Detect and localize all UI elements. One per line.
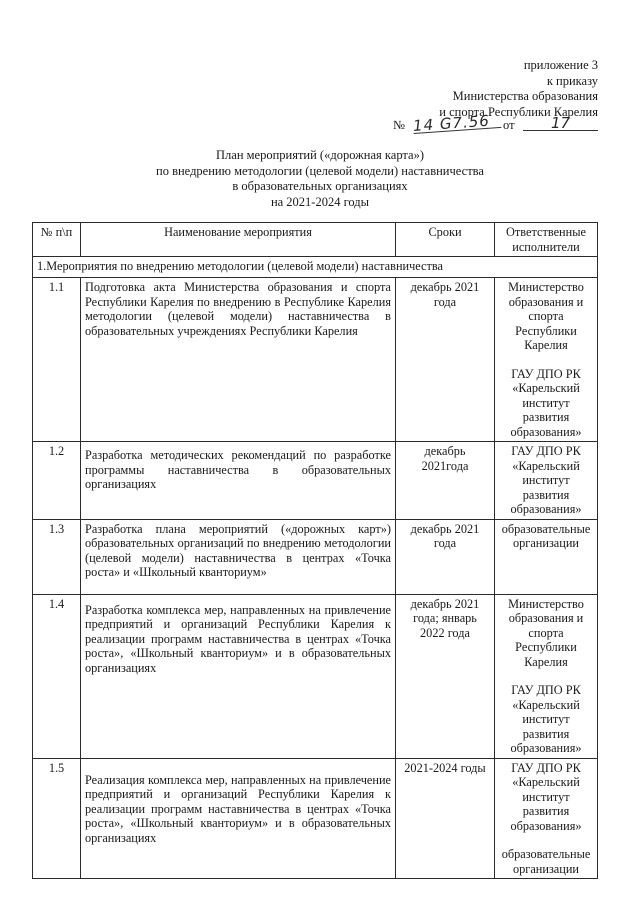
title-line: в образовательных организациях bbox=[232, 179, 408, 193]
row-responsible bbox=[495, 594, 598, 758]
header-name: Наименование мероприятия bbox=[81, 223, 396, 257]
row-date: декабрь 2021 года bbox=[396, 519, 495, 594]
header-resp: Ответственные исполнители bbox=[495, 223, 598, 257]
responsible-entry: Министерство образования и спорта Республики Карелия bbox=[508, 596, 584, 669]
appendix-line: к приказу bbox=[546, 73, 598, 88]
table-row bbox=[33, 519, 598, 594]
row-num: 1.4 bbox=[33, 594, 81, 758]
header-num: № п\п bbox=[33, 223, 81, 257]
row-responsible bbox=[495, 758, 598, 879]
order-number-handwritten: 14 G7.56 bbox=[413, 113, 502, 134]
row-num: 1.3 bbox=[33, 519, 81, 594]
title-line: План мероприятий («дорожная карта») bbox=[216, 148, 424, 162]
row-name: Разработка комплекса мер, направленных на привлечение предприятий и организаций Республики Карелия к реализации программ наставничества в центрах «Точка роста», «Школьный кванториум» и в образовательных организациях bbox=[81, 594, 396, 758]
section-row bbox=[33, 257, 598, 278]
table-row bbox=[33, 442, 598, 520]
row-num: 1.1 bbox=[33, 278, 81, 442]
row-responsible bbox=[495, 278, 598, 442]
row-date: декабрь 2021года bbox=[396, 442, 495, 520]
roadmap-table bbox=[32, 222, 598, 879]
document-title bbox=[0, 148, 640, 210]
header-date: Сроки bbox=[396, 223, 495, 257]
row-name: Разработка плана мероприятий («дорожных карт») образовательных организаций по внедрению методологии (целевой модели) наставничества в центрах «Точка роста» и «Школьный кванториум» bbox=[81, 519, 396, 594]
row-name: Подготовка акта Министерства образования и спорта Республики Карелия по внедрению в Республике Карелия методологии (целевой модели) наставничества в образовательных учреждениях Республики Карелия bbox=[81, 278, 396, 442]
row-date: декабрь 2021 года; январь 2022 года bbox=[396, 594, 495, 758]
table-row bbox=[33, 594, 598, 758]
row-num: 1.2 bbox=[33, 442, 81, 520]
row-responsible: образовательные организации bbox=[495, 519, 598, 594]
table-header-row bbox=[33, 223, 598, 257]
appendix-line: приложение 3 bbox=[523, 58, 598, 72]
order-date-handwritten: 17 bbox=[523, 116, 598, 131]
title-line: на 2021-2024 годы bbox=[270, 194, 370, 209]
responsible-entry: ГАУ ДПО РК «Карельский институт развития образования» bbox=[510, 366, 582, 439]
row-name: Реализация комплекса мер, направленных на привлечение предприятий и организаций Республики Карелия к реализации программ наставничества в центрах «Точка роста», «Школьный кванториум» и в образовательных организациях bbox=[81, 758, 396, 879]
responsible-entry: Министерство образования и спорта Республики Карелия bbox=[508, 280, 584, 352]
order-number-prefix: № bbox=[393, 118, 405, 132]
responsible-entry: ГАУ ДПО РК «Карельский институт развития образования» bbox=[510, 760, 582, 833]
responsible-entry: ГАУ ДПО РК «Карельский институт развития образования» bbox=[510, 683, 582, 755]
responsible-entry: образовательные организации bbox=[501, 847, 591, 876]
table-row bbox=[33, 278, 598, 442]
row-date: 2021-2024 годы bbox=[396, 758, 495, 879]
row-responsible: ГАУ ДПО РК «Карельский институт развития образования» bbox=[495, 442, 598, 520]
appendix-header bbox=[439, 58, 598, 120]
row-name: Разработка методических рекомендаций по разработке программы наставничества в образовательных организациях bbox=[81, 442, 396, 520]
order-date-prefix: от bbox=[503, 118, 515, 132]
appendix-line: Министерства образования bbox=[452, 89, 598, 103]
appendix-line: и спорта Республики Карелия bbox=[439, 104, 598, 119]
table-row bbox=[33, 758, 598, 879]
row-date: декабрь 2021 года bbox=[396, 278, 495, 442]
title-line: по внедрению методологии (целевой модели) наставничества bbox=[156, 163, 484, 178]
row-num: 1.5 bbox=[33, 758, 81, 879]
section-title: 1.Мероприятия по внедрению методологии (целевой модели) наставничества bbox=[33, 257, 598, 278]
